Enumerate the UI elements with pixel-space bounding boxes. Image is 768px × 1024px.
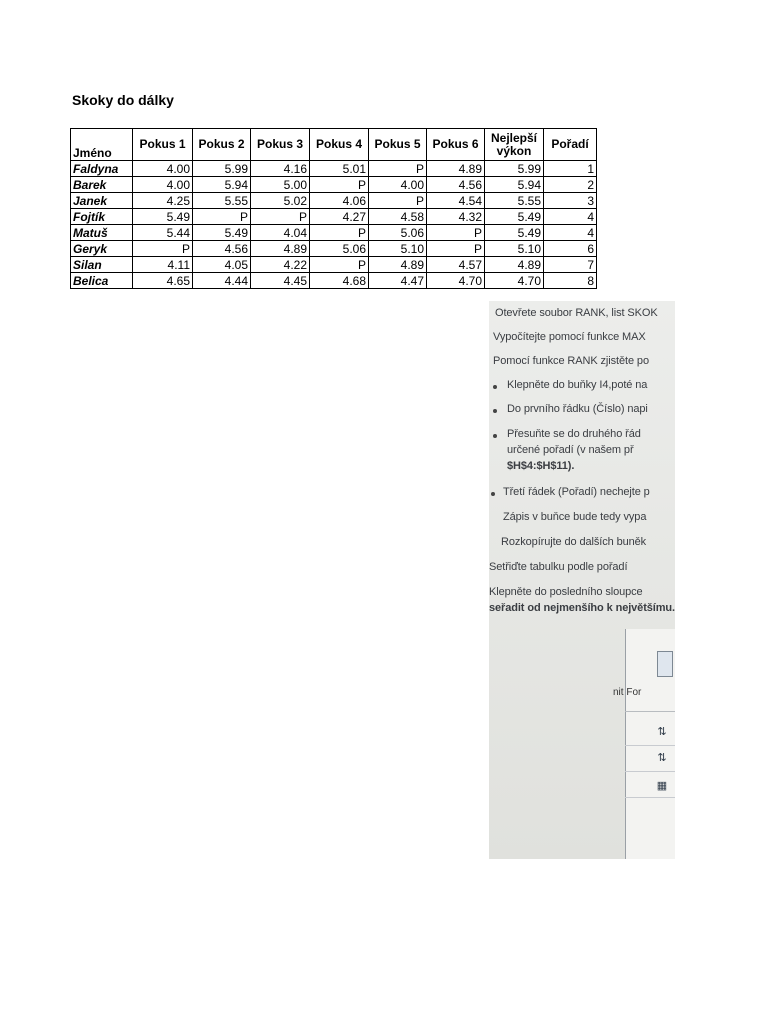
value-cell: 5.55 (193, 193, 251, 209)
photo-text-line: Do prvního řádku (Číslo) napi (507, 403, 648, 415)
value-cell: 5.06 (369, 225, 427, 241)
value-cell: 4.89 (251, 241, 310, 257)
value-cell: 4.16 (251, 161, 310, 177)
photo-text-line: Přesuňte se do druhého řád (507, 428, 641, 440)
value-cell: 4.25 (133, 193, 193, 209)
value-cell: P (369, 193, 427, 209)
value-cell: 5.01 (310, 161, 369, 177)
value-cell: 4.00 (369, 177, 427, 193)
table-body (71, 161, 597, 289)
value-cell: 4.89 (485, 257, 544, 273)
value-cell: 5.44 (133, 225, 193, 241)
value-cell: 4.00 (133, 177, 193, 193)
value-cell: 4.11 (133, 257, 193, 273)
value-cell: 4.70 (427, 273, 485, 289)
textbook-photo (489, 301, 675, 859)
value-cell: 5.02 (251, 193, 310, 209)
value-cell: P (133, 241, 193, 257)
value-cell: 4.56 (427, 177, 485, 193)
photo-text-line: určené pořadí (v našem př (507, 444, 634, 456)
athlete-name-cell: Fojtík (71, 209, 133, 225)
value-cell: 4.45 (251, 273, 310, 289)
bullet-icon (493, 385, 497, 389)
column-header: Nejlepší výkon (485, 129, 544, 161)
athlete-name-cell: Janek (71, 193, 133, 209)
ribbon-separator (625, 711, 675, 712)
value-cell: 8 (544, 273, 597, 289)
sort-descending-icon: ⇅ (657, 752, 667, 764)
column-header: Pokus 5 (369, 129, 427, 161)
sheet-gridline (625, 797, 675, 798)
value-cell: 5.49 (193, 225, 251, 241)
bullet-icon (491, 492, 495, 496)
value-cell: 5.06 (310, 241, 369, 257)
sort-ascending-icon: ⇅ (657, 726, 667, 738)
photo-text-line: $H$4:$H$11). (507, 460, 575, 472)
value-cell: 1 (544, 161, 597, 177)
value-cell: P (427, 225, 485, 241)
ribbon-label: nit For (613, 687, 642, 698)
value-cell: 4.56 (193, 241, 251, 257)
value-cell: 5.55 (485, 193, 544, 209)
photo-text-line: Vypočítejte pomocí funkce MAX (493, 331, 646, 343)
value-cell: 4 (544, 225, 597, 241)
value-cell: 4.57 (427, 257, 485, 273)
value-cell: 4.70 (485, 273, 544, 289)
photo-text-line: Klepněte do posledního sloupce (489, 586, 643, 598)
athlete-name-cell: Faldyna (71, 161, 133, 177)
column-header: Pokus 6 (427, 129, 485, 161)
value-cell: 4.32 (427, 209, 485, 225)
table-row (71, 161, 597, 177)
value-cell: 5.49 (133, 209, 193, 225)
column-header: Jméno (71, 129, 133, 161)
value-cell: 4.06 (310, 193, 369, 209)
athlete-name-cell: Belica (71, 273, 133, 289)
value-cell: P (427, 241, 485, 257)
value-cell: 5.99 (193, 161, 251, 177)
bullet-icon (493, 409, 497, 413)
photo-text-line: Zápis v buňce bude tedy vypa (503, 511, 647, 523)
table-row (71, 257, 597, 273)
value-cell: 5.10 (485, 241, 544, 257)
photo-text-line: Pomocí funkce RANK zjistěte po (493, 355, 649, 367)
athlete-name-cell: Geryk (71, 241, 133, 257)
value-cell: P (193, 209, 251, 225)
value-cell: 4.54 (427, 193, 485, 209)
column-header: Pokus 2 (193, 129, 251, 161)
athlete-name-cell: Silan (71, 257, 133, 273)
value-cell: 5.99 (485, 161, 544, 177)
value-cell: 5.49 (485, 225, 544, 241)
photo-text-line: Otevřete soubor RANK, list SKOK (495, 307, 658, 319)
value-cell: 4 (544, 209, 597, 225)
photo-text-line: seřadit od nejmenšího k největšímu. (489, 602, 675, 614)
value-cell: 4.68 (310, 273, 369, 289)
athlete-name-cell: Barek (71, 177, 133, 193)
bullet-icon (493, 434, 497, 438)
column-header: Pokus 1 (133, 129, 193, 161)
value-cell: P (369, 161, 427, 177)
ribbon-button-icon (657, 651, 673, 677)
value-cell: 4.47 (369, 273, 427, 289)
table-row (71, 193, 597, 209)
filter-grid-icon: ▦ (656, 780, 668, 792)
table-row (71, 241, 597, 257)
photo-text-line: Třetí řádek (Pořadí) nechejte p (503, 486, 650, 498)
value-cell: 4.22 (251, 257, 310, 273)
value-cell: 4.89 (427, 161, 485, 177)
value-cell: 6 (544, 241, 597, 257)
value-cell: 5.49 (485, 209, 544, 225)
column-header: Pokus 3 (251, 129, 310, 161)
value-cell: 5.10 (369, 241, 427, 257)
value-cell: P (310, 225, 369, 241)
table-header (71, 129, 597, 161)
value-cell: 5.94 (193, 177, 251, 193)
value-cell: 4.65 (133, 273, 193, 289)
value-cell: P (251, 209, 310, 225)
value-cell: 3 (544, 193, 597, 209)
table-row (71, 209, 597, 225)
results-table (70, 128, 597, 289)
column-header: Pořadí (544, 129, 597, 161)
sheet-gridline (625, 771, 675, 772)
table-row (71, 225, 597, 241)
value-cell: 7 (544, 257, 597, 273)
table-row (71, 273, 597, 289)
page-title: Skoky do dálky (72, 92, 174, 108)
value-cell: 4.00 (133, 161, 193, 177)
table-row (71, 177, 597, 193)
sheet-gridline (625, 745, 675, 746)
value-cell: P (310, 257, 369, 273)
column-header: Pokus 4 (310, 129, 369, 161)
value-cell: 4.44 (193, 273, 251, 289)
value-cell: 4.89 (369, 257, 427, 273)
value-cell: 5.00 (251, 177, 310, 193)
value-cell: 2 (544, 177, 597, 193)
value-cell: P (310, 177, 369, 193)
value-cell: 4.04 (251, 225, 310, 241)
photo-text-line: Rozkopírujte do dalších buněk (501, 536, 647, 548)
athlete-name-cell: Matuš (71, 225, 133, 241)
value-cell: 4.05 (193, 257, 251, 273)
value-cell: 4.58 (369, 209, 427, 225)
photo-text-line: Klepněte do buňky I4,poté na (507, 379, 648, 391)
photo-text-line: Setřiďte tabulku podle pořadí (489, 561, 628, 573)
value-cell: 4.27 (310, 209, 369, 225)
value-cell: 5.94 (485, 177, 544, 193)
